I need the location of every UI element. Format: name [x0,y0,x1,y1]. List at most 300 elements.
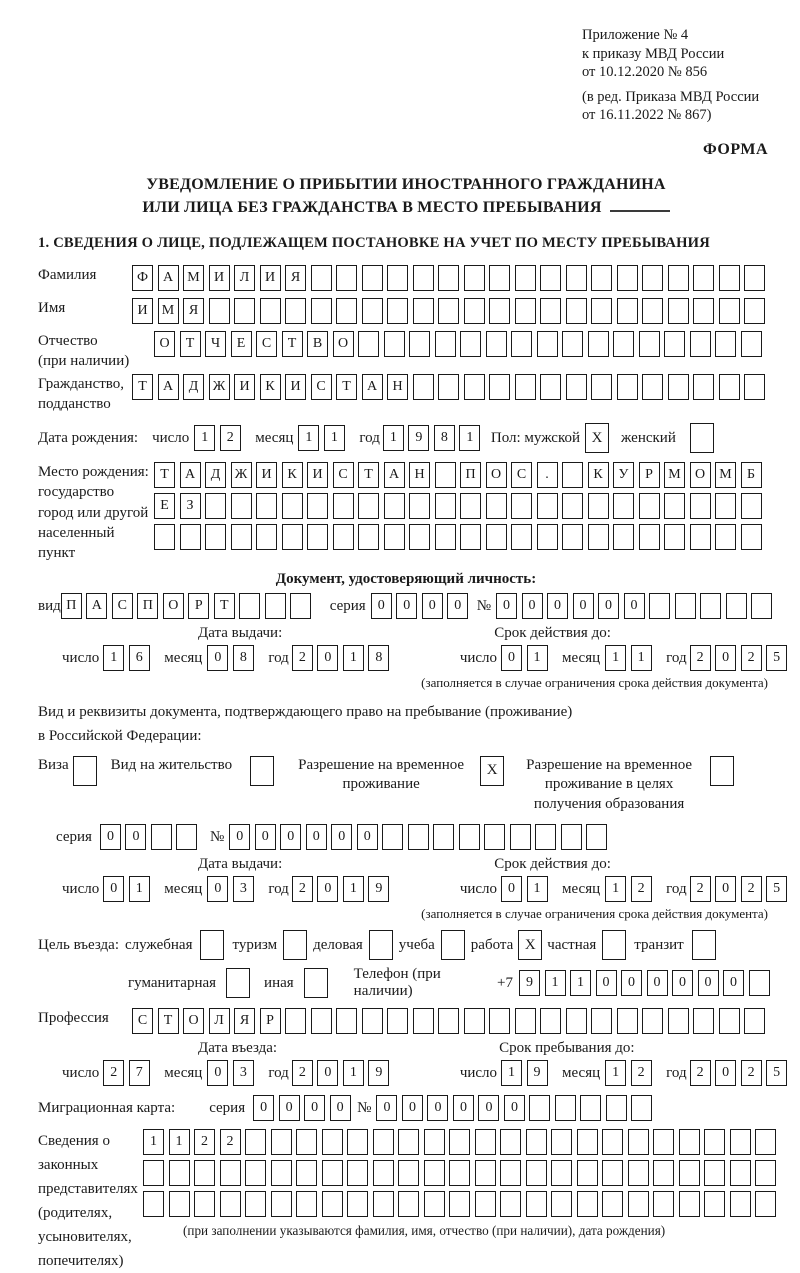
residence-issue-day-cells[interactable] [103,876,154,902]
expiry-year-cells[interactable] [690,645,792,671]
entry-year-cells[interactable] [292,1060,394,1086]
char-cell[interactable]: Я [183,298,204,324]
char-cell[interactable]: 0 [255,824,276,850]
char-cell[interactable]: К [260,374,281,400]
char-cell[interactable] [413,1008,434,1034]
char-cell[interactable] [653,1160,674,1186]
char-cell[interactable] [613,493,634,519]
residence-expiry-year-cells[interactable] [690,876,792,902]
char-cell[interactable]: 0 [596,970,617,996]
char-cell[interactable]: 2 [292,876,313,902]
char-cell[interactable] [438,1008,459,1034]
char-cell[interactable] [591,298,612,324]
visa-checkbox[interactable] [73,756,97,786]
char-cell[interactable] [322,1191,343,1217]
char-cell[interactable] [424,1129,445,1155]
birth-year-cells[interactable] [383,425,485,451]
char-cell[interactable]: Т [358,462,379,488]
char-cell[interactable]: А [180,462,201,488]
char-cell[interactable] [744,1008,765,1034]
char-cell[interactable] [282,493,303,519]
char-cell[interactable] [143,1160,164,1186]
purpose-other-checkbox[interactable] [304,968,328,998]
char-cell[interactable] [639,524,660,550]
char-cell[interactable]: Т [282,331,303,357]
char-cell[interactable] [551,1191,572,1217]
char-cell[interactable] [486,331,507,357]
char-cell[interactable] [234,298,255,324]
char-cell[interactable] [631,1095,652,1121]
char-cell[interactable]: 2 [194,1129,215,1155]
char-cell[interactable]: 0 [207,876,228,902]
char-cell[interactable]: 0 [306,824,327,850]
char-cell[interactable] [540,374,561,400]
char-cell[interactable]: 0 [478,1095,499,1121]
char-cell[interactable]: 2 [690,645,711,671]
char-cell[interactable] [256,493,277,519]
char-cell[interactable]: 0 [621,970,642,996]
char-cell[interactable] [409,524,430,550]
doc-kind-cells[interactable] [61,593,316,619]
char-cell[interactable]: Т [214,593,235,619]
char-cell[interactable] [336,1008,357,1034]
char-cell[interactable] [362,1008,383,1034]
char-cell[interactable]: 0 [672,970,693,996]
char-cell[interactable] [653,1191,674,1217]
char-cell[interactable] [664,524,685,550]
char-cell[interactable] [336,298,357,324]
char-cell[interactable]: 6 [129,645,150,671]
char-cell[interactable] [715,331,736,357]
doc-number-cells[interactable] [496,593,777,619]
char-cell[interactable] [475,1191,496,1217]
char-cell[interactable] [209,298,230,324]
char-cell[interactable] [464,1008,485,1034]
char-cell[interactable] [704,1160,725,1186]
char-cell[interactable] [424,1191,445,1217]
char-cell[interactable] [151,824,172,850]
char-cell[interactable] [562,493,583,519]
char-cell[interactable]: 1 [605,876,626,902]
char-cell[interactable] [704,1129,725,1155]
char-cell[interactable]: 5 [766,1060,787,1086]
char-cell[interactable]: О [333,331,354,357]
migration-series-cells[interactable] [253,1095,355,1121]
char-cell[interactable] [617,374,638,400]
char-cell[interactable]: 0 [396,593,417,619]
char-cell[interactable] [500,1160,521,1186]
char-cell[interactable] [613,524,634,550]
char-cell[interactable]: П [460,462,481,488]
char-cell[interactable]: 1 [143,1129,164,1155]
char-cell[interactable] [271,1129,292,1155]
char-cell[interactable] [347,1129,368,1155]
char-cell[interactable] [668,374,689,400]
stay-year-cells[interactable] [690,1060,792,1086]
char-cell[interactable] [679,1129,700,1155]
char-cell[interactable] [311,265,332,291]
char-cell[interactable]: К [588,462,609,488]
char-cell[interactable] [566,265,587,291]
char-cell[interactable]: 0 [501,876,522,902]
char-cell[interactable] [245,1191,266,1217]
residence-expiry-month-cells[interactable] [605,876,656,902]
char-cell[interactable] [333,524,354,550]
char-cell[interactable]: 0 [453,1095,474,1121]
char-cell[interactable] [540,265,561,291]
char-cell[interactable] [668,265,689,291]
char-cell[interactable] [154,524,175,550]
char-cell[interactable] [668,1008,689,1034]
char-cell[interactable] [169,1160,190,1186]
char-cell[interactable]: 9 [368,1060,389,1086]
char-cell[interactable] [435,524,456,550]
char-cell[interactable] [580,1095,601,1121]
char-cell[interactable]: 0 [501,645,522,671]
char-cell[interactable] [555,1095,576,1121]
char-cell[interactable] [642,265,663,291]
char-cell[interactable] [649,593,670,619]
char-cell[interactable]: Б [741,462,762,488]
char-cell[interactable]: 1 [129,876,150,902]
char-cell[interactable] [285,1008,306,1034]
char-cell[interactable] [205,524,226,550]
residence-issue-month-cells[interactable] [207,876,258,902]
char-cell[interactable]: И [307,462,328,488]
char-cell[interactable]: 1 [343,645,364,671]
char-cell[interactable] [169,1191,190,1217]
char-cell[interactable]: О [163,593,184,619]
char-cell[interactable]: 2 [103,1060,124,1086]
char-cell[interactable]: 0 [715,876,736,902]
char-cell[interactable]: Л [234,265,255,291]
char-cell[interactable]: 9 [527,1060,548,1086]
char-cell[interactable] [333,493,354,519]
char-cell[interactable]: 0 [402,1095,423,1121]
char-cell[interactable] [586,824,607,850]
char-cell[interactable]: 9 [408,425,429,451]
char-cell[interactable]: Ф [132,265,153,291]
char-cell[interactable] [387,298,408,324]
char-cell[interactable]: С [132,1008,153,1034]
char-cell[interactable] [744,374,765,400]
char-cell[interactable] [577,1160,598,1186]
char-cell[interactable] [296,1129,317,1155]
residence-number-cells[interactable] [229,824,612,850]
char-cell[interactable] [322,1160,343,1186]
char-cell[interactable] [664,331,685,357]
char-cell[interactable] [679,1160,700,1186]
char-cell[interactable]: Р [639,462,660,488]
char-cell[interactable]: 0 [304,1095,325,1121]
char-cell[interactable] [311,1008,332,1034]
char-cell[interactable] [205,493,226,519]
char-cell[interactable] [180,524,201,550]
expiry-month-cells[interactable] [605,645,656,671]
char-cell[interactable]: Е [231,331,252,357]
char-cell[interactable] [639,493,660,519]
char-cell[interactable] [726,593,747,619]
char-cell[interactable] [741,331,762,357]
purpose-study-checkbox[interactable] [441,930,465,960]
char-cell[interactable] [730,1191,751,1217]
char-cell[interactable] [675,593,696,619]
char-cell[interactable] [537,331,558,357]
char-cell[interactable] [435,331,456,357]
char-cell[interactable]: М [664,462,685,488]
char-cell[interactable]: 2 [631,876,652,902]
char-cell[interactable]: Т [180,331,201,357]
char-cell[interactable] [347,1191,368,1217]
char-cell[interactable] [617,265,638,291]
char-cell[interactable] [628,1129,649,1155]
char-cell[interactable] [537,524,558,550]
char-cell[interactable] [475,1129,496,1155]
char-cell[interactable]: П [137,593,158,619]
char-cell[interactable] [449,1160,470,1186]
char-cell[interactable]: 0 [715,1060,736,1086]
char-cell[interactable]: Л [209,1008,230,1034]
char-cell[interactable]: 8 [233,645,254,671]
char-cell[interactable] [617,298,638,324]
char-cell[interactable]: 0 [624,593,645,619]
char-cell[interactable] [510,824,531,850]
char-cell[interactable]: 0 [207,1060,228,1086]
char-cell[interactable] [435,493,456,519]
char-cell[interactable] [628,1191,649,1217]
char-cell[interactable]: 0 [573,593,594,619]
char-cell[interactable]: 1 [194,425,215,451]
char-cell[interactable] [693,265,714,291]
char-cell[interactable] [409,331,430,357]
char-cell[interactable] [486,524,507,550]
char-cell[interactable] [551,1160,572,1186]
char-cell[interactable] [591,374,612,400]
char-cell[interactable] [194,1191,215,1217]
char-cell[interactable] [511,524,532,550]
char-cell[interactable]: 2 [631,1060,652,1086]
char-cell[interactable] [239,593,260,619]
char-cell[interactable] [413,298,434,324]
char-cell[interactable] [511,493,532,519]
char-cell[interactable]: 1 [324,425,345,451]
purpose-tourism-checkbox[interactable] [283,930,307,960]
char-cell[interactable] [231,493,252,519]
char-cell[interactable]: 2 [741,1060,762,1086]
char-cell[interactable] [561,824,582,850]
char-cell[interactable] [668,298,689,324]
char-cell[interactable] [384,493,405,519]
purpose-transit-checkbox[interactable] [692,930,716,960]
stay-month-cells[interactable] [605,1060,656,1086]
char-cell[interactable] [464,265,485,291]
char-cell[interactable]: 2 [220,1129,241,1155]
char-cell[interactable] [194,1160,215,1186]
char-cell[interactable] [358,493,379,519]
char-cell[interactable]: 0 [317,1060,338,1086]
char-cell[interactable]: 0 [317,876,338,902]
char-cell[interactable]: А [158,374,179,400]
purpose-official-checkbox[interactable] [200,930,224,960]
char-cell[interactable] [245,1129,266,1155]
char-cell[interactable] [500,1191,521,1217]
char-cell[interactable] [511,331,532,357]
birth-place-row-3[interactable] [154,524,766,550]
char-cell[interactable]: 2 [690,1060,711,1086]
char-cell[interactable]: М [715,462,736,488]
char-cell[interactable] [424,1160,445,1186]
purpose-private-checkbox[interactable] [602,930,626,960]
char-cell[interactable]: У [613,462,634,488]
char-cell[interactable] [256,524,277,550]
char-cell[interactable]: 2 [220,425,241,451]
char-cell[interactable] [642,374,663,400]
char-cell[interactable]: С [112,593,133,619]
char-cell[interactable]: 9 [368,876,389,902]
char-cell[interactable]: А [362,374,383,400]
char-cell[interactable] [307,524,328,550]
char-cell[interactable] [751,593,772,619]
char-cell[interactable] [642,1008,663,1034]
char-cell[interactable]: 0 [376,1095,397,1121]
char-cell[interactable]: 1 [605,645,626,671]
char-cell[interactable]: 7 [129,1060,150,1086]
char-cell[interactable]: О [183,1008,204,1034]
char-cell[interactable]: 0 [280,824,301,850]
entry-month-cells[interactable] [207,1060,258,1086]
char-cell[interactable] [602,1191,623,1217]
char-cell[interactable] [755,1160,776,1186]
char-cell[interactable]: А [384,462,405,488]
char-cell[interactable]: А [86,593,107,619]
char-cell[interactable]: В [307,331,328,357]
char-cell[interactable] [464,374,485,400]
char-cell[interactable]: 1 [169,1129,190,1155]
char-cell[interactable]: Т [336,374,357,400]
char-cell[interactable]: 2 [741,876,762,902]
char-cell[interactable]: 1 [383,425,404,451]
char-cell[interactable] [362,298,383,324]
char-cell[interactable]: 1 [459,425,480,451]
char-cell[interactable] [730,1129,751,1155]
char-cell[interactable]: 1 [103,645,124,671]
char-cell[interactable] [653,1129,674,1155]
char-cell[interactable]: 0 [422,593,443,619]
phone-cells[interactable] [519,970,774,996]
char-cell[interactable] [700,593,721,619]
char-cell[interactable] [577,1129,598,1155]
char-cell[interactable]: 3 [233,876,254,902]
purpose-humanitarian-checkbox[interactable] [226,968,250,998]
char-cell[interactable]: 1 [570,970,591,996]
patronymic-cells[interactable] [154,331,766,357]
char-cell[interactable]: С [511,462,532,488]
char-cell[interactable] [515,298,536,324]
char-cell[interactable]: 0 [100,824,121,850]
issue-year-cells[interactable] [292,645,394,671]
char-cell[interactable] [398,1191,419,1217]
char-cell[interactable]: 0 [279,1095,300,1121]
char-cell[interactable]: 0 [504,1095,525,1121]
char-cell[interactable] [515,265,536,291]
char-cell[interactable] [537,493,558,519]
char-cell[interactable] [460,331,481,357]
char-cell[interactable] [566,374,587,400]
char-cell[interactable]: Т [132,374,153,400]
char-cell[interactable]: 0 [447,593,468,619]
char-cell[interactable]: 1 [631,645,652,671]
char-cell[interactable] [290,593,311,619]
birth-place-row-1[interactable] [154,462,766,488]
char-cell[interactable] [475,1160,496,1186]
char-cell[interactable] [460,524,481,550]
char-cell[interactable] [282,524,303,550]
char-cell[interactable] [373,1129,394,1155]
char-cell[interactable] [719,265,740,291]
char-cell[interactable]: . [537,462,558,488]
char-cell[interactable]: 0 [317,645,338,671]
char-cell[interactable] [730,1160,751,1186]
char-cell[interactable]: О [690,462,711,488]
char-cell[interactable] [642,298,663,324]
char-cell[interactable] [755,1191,776,1217]
char-cell[interactable]: И [234,374,255,400]
birth-month-cells[interactable] [298,425,349,451]
char-cell[interactable] [362,265,383,291]
char-cell[interactable] [245,1160,266,1186]
char-cell[interactable] [679,1191,700,1217]
representatives-row-3[interactable] [143,1191,781,1217]
entry-day-cells[interactable] [103,1060,154,1086]
char-cell[interactable]: 1 [298,425,319,451]
char-cell[interactable] [566,1008,587,1034]
char-cell[interactable]: 2 [690,876,711,902]
issue-day-cells[interactable] [103,645,154,671]
char-cell[interactable] [715,524,736,550]
sex-female-checkbox[interactable] [690,423,714,453]
char-cell[interactable] [719,374,740,400]
char-cell[interactable] [741,493,762,519]
char-cell[interactable] [433,824,454,850]
char-cell[interactable] [719,298,740,324]
char-cell[interactable] [373,1160,394,1186]
char-cell[interactable]: 5 [766,645,787,671]
char-cell[interactable] [486,493,507,519]
char-cell[interactable] [435,462,456,488]
char-cell[interactable] [566,298,587,324]
char-cell[interactable]: 0 [647,970,668,996]
char-cell[interactable] [526,1160,547,1186]
char-cell[interactable]: Я [285,265,306,291]
char-cell[interactable] [408,824,429,850]
char-cell[interactable]: 0 [715,645,736,671]
char-cell[interactable]: Д [205,462,226,488]
birth-day-cells[interactable] [194,425,245,451]
char-cell[interactable]: П [61,593,82,619]
char-cell[interactable] [591,1008,612,1034]
char-cell[interactable] [639,331,660,357]
char-cell[interactable] [373,1191,394,1217]
expiry-day-cells[interactable] [501,645,552,671]
representatives-row-1[interactable] [143,1129,781,1155]
char-cell[interactable] [387,265,408,291]
char-cell[interactable] [384,331,405,357]
char-cell[interactable]: 0 [547,593,568,619]
char-cell[interactable] [588,493,609,519]
char-cell[interactable]: 2 [292,1060,313,1086]
residence-expiry-day-cells[interactable] [501,876,552,902]
char-cell[interactable]: Т [158,1008,179,1034]
